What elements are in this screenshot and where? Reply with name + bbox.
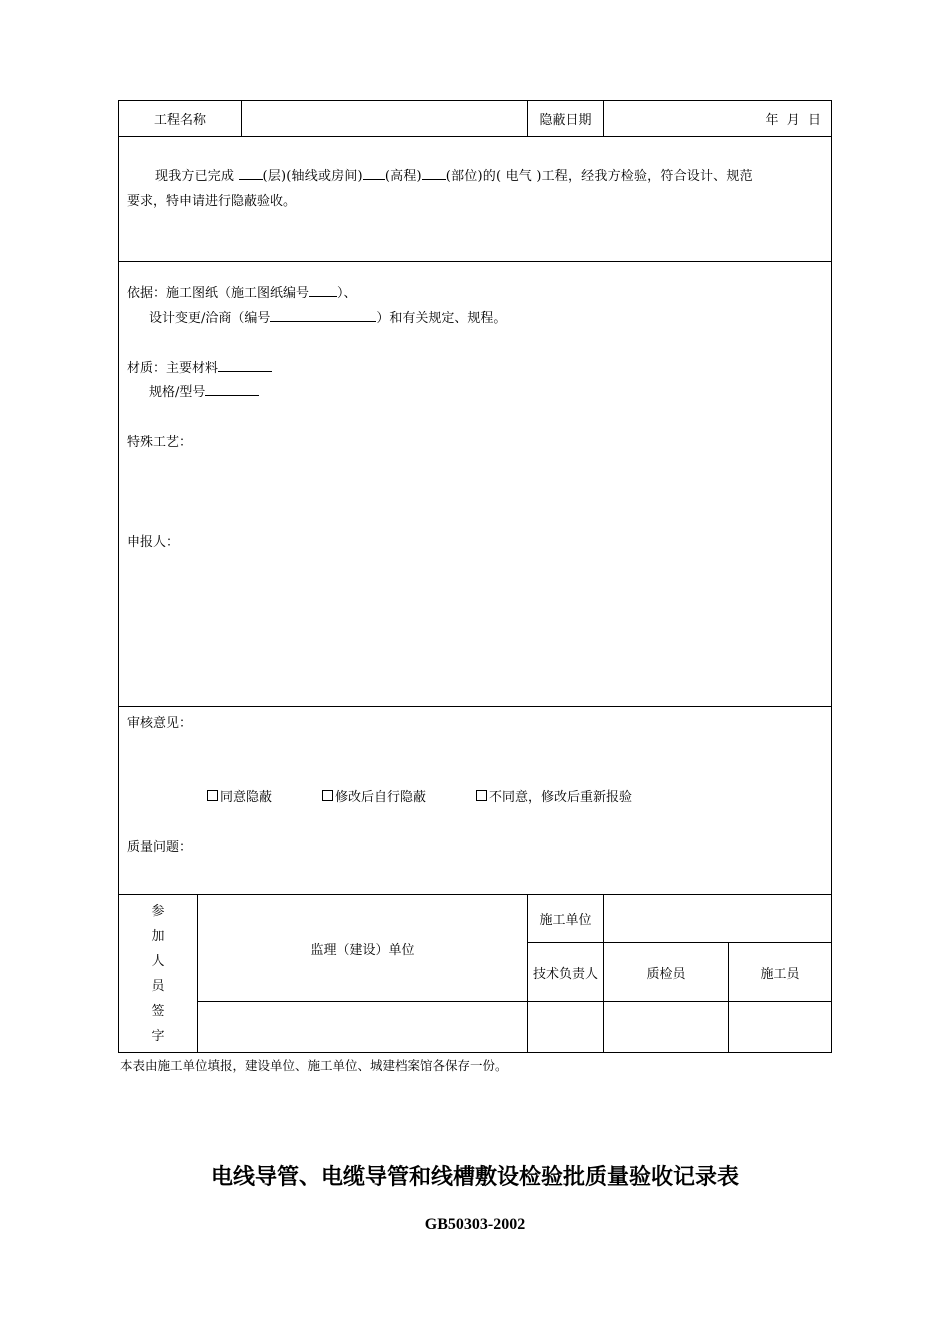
- project-name-label: 工程名称: [119, 101, 242, 137]
- checkbox-icon[interactable]: [476, 790, 487, 801]
- hidden-date-label: 隐蔽日期: [528, 101, 604, 137]
- basis-cell: [119, 262, 832, 707]
- tech-lead-label: 技术负责人: [528, 943, 604, 1002]
- checkbox-icon[interactable]: [207, 790, 218, 801]
- quality-inspector-label: 质检员: [604, 943, 729, 1002]
- material-line: 材质：主要材料: [127, 357, 272, 376]
- statement-line-1: 现我方已完成 (层)(轴线或房间) (高程) (部位)的( 电气 )工程，经我方检验，符合设计、规范: [155, 169, 753, 184]
- option-reject[interactable]: 不同意，修改后重新报验: [476, 786, 632, 805]
- hidden-inspection-form: [118, 100, 832, 1053]
- elevation-blank[interactable]: [422, 167, 446, 180]
- drawing-number-blank[interactable]: [309, 284, 337, 297]
- material-blank[interactable]: [218, 359, 272, 372]
- quality-inspector-signature-field[interactable]: [604, 1002, 729, 1053]
- option-modify-self[interactable]: 修改后自行隐蔽: [322, 786, 426, 805]
- applicant-label: 申报人：: [127, 535, 180, 550]
- change-basis-line: 设计变更/洽商（编号 ）和有关规定、规程。: [149, 311, 507, 326]
- construction-unit-label: 施工单位: [528, 895, 604, 943]
- next-form-code: GB50303-2002: [424, 1216, 526, 1233]
- change-number-blank[interactable]: [270, 309, 376, 322]
- constructor-label: 施工员: [729, 943, 832, 1002]
- tech-lead-signature-field[interactable]: [528, 1002, 604, 1053]
- review-cell: [119, 707, 832, 895]
- trade-value: 电气: [505, 169, 532, 184]
- drawing-basis-line: 依据：施工图纸（施工图纸编号 ）、: [127, 286, 357, 301]
- hidden-date-field[interactable]: 年 月 日: [604, 101, 832, 137]
- quality-issue-label: 质量问题：: [127, 840, 193, 855]
- participants-label: 参 加 人 员 签 字: [119, 895, 198, 1053]
- checkbox-icon[interactable]: [322, 790, 333, 801]
- spec-blank[interactable]: [205, 383, 259, 396]
- special-process-label: 特殊工艺：: [127, 435, 193, 450]
- supervision-signature-field[interactable]: [198, 1002, 528, 1053]
- supervision-unit-label: 监理（建设）单位: [198, 895, 528, 1002]
- statement-line-2: 要求，特申请进行隐蔽验收。: [127, 194, 297, 209]
- axis-blank[interactable]: [363, 167, 385, 180]
- next-form-title: 电线导管、电缆导管和线槽敷设检验批质量验收记录表: [210, 1165, 739, 1190]
- project-name-field[interactable]: [242, 101, 528, 137]
- option-approve[interactable]: 同意隐蔽: [207, 786, 272, 805]
- construction-unit-field[interactable]: [604, 895, 832, 943]
- statement-cell: [119, 137, 832, 262]
- constructor-signature-field[interactable]: [729, 1002, 832, 1053]
- spec-line: 规格/型号: [149, 381, 259, 400]
- floor-blank[interactable]: [239, 167, 263, 180]
- footer-note: 本表由施工单位填报，建设单位、施工单位、城建档案馆各保存一份。: [120, 1058, 508, 1073]
- review-opinion-label: 审核意见：: [127, 716, 193, 731]
